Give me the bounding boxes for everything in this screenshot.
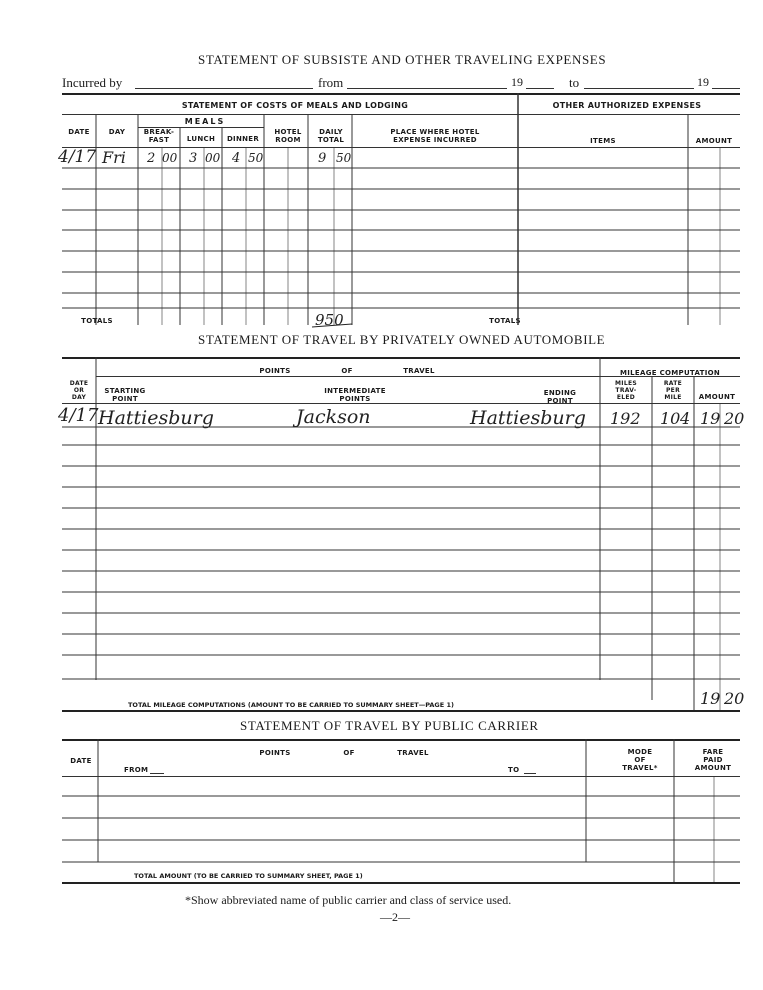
- col-to: TO: [508, 766, 520, 774]
- breakfast-cents[interactable]: 00: [162, 151, 178, 165]
- meals-totals-label: TOTALS: [81, 317, 113, 325]
- col-lunch: LUNCH: [186, 135, 216, 143]
- public-points-label: POINTS: [259, 749, 291, 757]
- auto-entry-starting[interactable]: Hattiesburg: [98, 407, 214, 429]
- meals-entry-date[interactable]: 4/17: [58, 147, 97, 167]
- col-starting-point: STARTING POINT: [104, 387, 146, 403]
- auto-entry-rate[interactable]: 10: [660, 409, 681, 428]
- auto-points-rule: [96, 376, 740, 377]
- dinner-cents[interactable]: 50: [248, 151, 264, 165]
- public-total-label: TOTAL AMOUNT (TO BE CARRIED TO SUMMARY SHEET, PAGE 1): [134, 872, 363, 880]
- auto-travel-label: TRAVEL: [403, 367, 435, 375]
- col-items: ITEMS: [590, 137, 616, 145]
- col-mode: MODE OF TRAVEL*: [622, 748, 658, 772]
- to-label: to: [569, 75, 580, 90]
- auto-entry-rate-tenth[interactable]: 4: [680, 409, 691, 428]
- public-carrier-title: STATEMENT OF TRAVEL BY PUBLIC CARRIER: [240, 718, 539, 733]
- lunch-dollars[interactable]: 3: [189, 151, 198, 166]
- from-underline: [150, 773, 164, 774]
- col-daily-total: DAILY TOTAL: [317, 128, 345, 144]
- auto-entry-intermediate[interactable]: Jackson: [296, 406, 371, 428]
- lunch-cents[interactable]: 00: [205, 151, 221, 165]
- to-field[interactable]: [584, 88, 694, 89]
- col-day: DAY: [108, 128, 126, 136]
- col-ending-point: ENDING POINT: [543, 389, 577, 405]
- auto-entry-amount-dollars[interactable]: 19: [700, 409, 721, 428]
- incurred-by-field[interactable]: [135, 88, 313, 89]
- meals-group-label: MEALS: [184, 117, 226, 126]
- public-section-top-border: [62, 739, 740, 741]
- daily-total-cents[interactable]: 50: [336, 151, 352, 165]
- auto-colhead-rule: [62, 403, 740, 404]
- from-field[interactable]: [347, 88, 507, 89]
- auto-entry-miles[interactable]: 192: [610, 409, 641, 428]
- col-auto-amount: AMOUNT: [698, 393, 736, 401]
- auto-entry-date[interactable]: 4/17: [58, 405, 99, 426]
- public-section-divider: [62, 710, 740, 712]
- col-date: DATE: [68, 128, 90, 136]
- col-rate-per-mile: RATE PER MILE: [663, 380, 683, 401]
- year-field-2[interactable]: [712, 88, 740, 89]
- auto-of-label: OF: [341, 367, 353, 375]
- incurred-by-label: Incurred by: [62, 75, 123, 90]
- col-date-or-day: DATE OR DAY: [69, 380, 89, 401]
- col-intermediate-points: INTERMEDIATE POINTS: [324, 387, 386, 403]
- public-travel-label: TRAVEL: [397, 749, 429, 757]
- public-section-bottom-border: [62, 882, 740, 884]
- year-label-1: 19: [511, 75, 523, 89]
- col-miles-traveled: MILES TRAV- ELED: [615, 380, 637, 401]
- auto-entry-ending[interactable]: Hattiesburg: [470, 407, 586, 429]
- auto-section-top-border: [62, 357, 740, 359]
- daily-total-dollars[interactable]: 9: [318, 151, 327, 166]
- year-field-1[interactable]: [526, 88, 554, 89]
- form-title: STATEMENT OF SUBSISTE AND OTHER TRAVELING EXPENSES: [198, 52, 607, 67]
- other-totals-label: TOTALS: [489, 317, 521, 325]
- col-fare: FARE PAID AMOUNT: [694, 748, 732, 772]
- meals-header-rule: [62, 114, 740, 115]
- col-place: PLACE WHERE HOTEL EXPENSE INCURRED: [390, 128, 480, 144]
- auto-total-cents[interactable]: 20: [724, 689, 745, 708]
- col-breakfast: BREAK- FAST: [143, 128, 175, 144]
- to-underline: [524, 773, 536, 774]
- col-public-date: DATE: [70, 757, 92, 765]
- col-hotel-room: HOTEL ROOM: [274, 128, 302, 144]
- dinner-dollars[interactable]: 4: [232, 151, 241, 166]
- col-amount: AMOUNT: [695, 137, 733, 145]
- from-label: from: [318, 75, 344, 90]
- col-from: FROM: [124, 766, 149, 774]
- auto-total-label: TOTAL MILEAGE COMPUTATIONS (AMOUNT TO BE CARRIED TO SUMMARY SHEET—PAGE 1): [128, 701, 454, 709]
- meals-entry-day[interactable]: Fri: [102, 148, 126, 167]
- meals-totals-value[interactable]: 950: [315, 311, 344, 329]
- other-expenses-header: OTHER AUTHORIZED EXPENSES: [552, 101, 702, 110]
- meals-colhead-rule: [62, 147, 740, 148]
- meals-section-header: STATEMENT OF COSTS OF MEALS AND LODGING: [181, 101, 409, 110]
- col-dinner: DINNER: [226, 135, 260, 143]
- footnote: *Show abbreviated name of public carrier and class of service used.: [185, 893, 512, 907]
- meals-section-top-border: [62, 93, 740, 95]
- breakfast-dollars[interactable]: 2: [147, 151, 156, 166]
- mileage-computation-label: MILEAGE COMPUTATION: [619, 369, 721, 377]
- page-number: —2—: [380, 910, 410, 924]
- auto-entry-amount-cents[interactable]: 20: [724, 409, 745, 428]
- private-auto-title: STATEMENT OF TRAVEL BY PRIVATELY OWNED AUTOMOBILE: [198, 332, 606, 347]
- public-of-label: OF: [343, 749, 355, 757]
- auto-total-dollars[interactable]: 19: [700, 689, 721, 708]
- auto-points-label: POINTS: [259, 367, 291, 375]
- year-label-2: 19: [697, 75, 709, 89]
- public-colhead-rule: [62, 776, 740, 777]
